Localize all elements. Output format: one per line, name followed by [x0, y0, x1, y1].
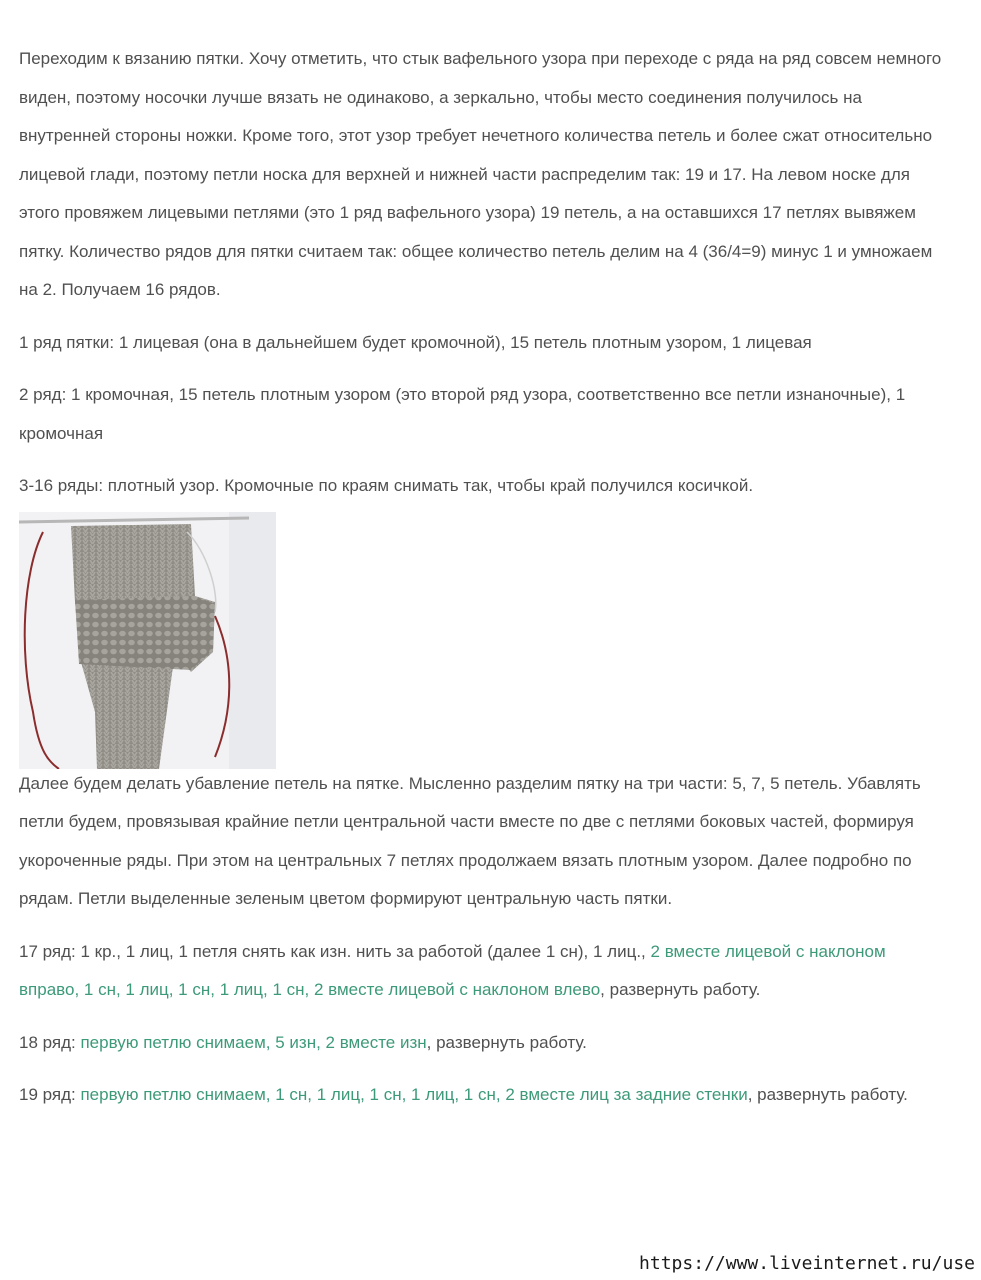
decrease-paragraph: Далее будем делать убавление петель на пятке. Мысленно разделим пятку на три части: 5, 7, 5 петель. Убавлять петли будем, провязывая крайние петли центральной части вместе по две с петлями боковых частей, формируя укороченные ряды. При этом на центральных 7 петлях продолжаем вязать плотным узором. Далее подробно по рядам. Петли выделенные зеленым цветом формируют центральную часть пятки.: [19, 773, 921, 908]
row-18-green: первую петлю снимаем, 5 изн, 2 вместе изн: [80, 1032, 427, 1052]
heel-row-18: [19, 1024, 949, 1063]
row-18-suffix: , развернуть работу.: [426, 1032, 587, 1052]
heel-row-1: 1 ряд пятки: 1 лицевая (она в дальнейшем будет кромочной), 15 петель плотным узором, 1 лицевая: [19, 332, 812, 352]
row-17-green: 2 вместе лицевой с наклоном вправо, 1 сн, 1 лиц, 1 сн, 1 лиц, 1 сн, 2 вместе лицевой с наклоном влево: [19, 941, 886, 999]
row-19-suffix: , развернуть работу.: [747, 1085, 908, 1104]
article-body: [19, 40, 949, 1115]
row-19-prefix: 19 ряд:: [19, 1085, 81, 1104]
heel-row-17: [19, 933, 949, 1010]
heel-row-2: 2 ряд: 1 кромочная, 15 петель плотным узором (это второй ряд узора, соответственно все петли изнаночные), 1 кромочная: [19, 385, 906, 443]
row-17-suffix: , развернуть работу.: [600, 980, 761, 999]
row-18-prefix: 18 ряд:: [19, 1032, 81, 1052]
source-url-watermark: https://www.liveinternet.ru/use: [639, 1253, 975, 1274]
row-17-prefix: 17 ряд: 1 кр., 1 лиц, 1 петля снять как изн. нить за работой (далее 1 сн), 1 лиц.,: [19, 941, 651, 961]
row-19-green: первую петлю снимаем, 1 сн, 1 лиц, 1 сн, 1 лиц, 1 сн, 2 вместе лиц за задние стенки: [80, 1085, 748, 1104]
heel-row-19: [19, 1076, 949, 1115]
intro-paragraph: Переходим к вязанию пятки. Хочу отметить, что стык вафельного узора при переходе с ряда на ряд совсем немного виден, поэтому носочки лучше вязать не одинаково, а зеркально, чтобы место соединения получилось на внутренней стороны ножки. Кроме того, этот узор требует нечетного количества петель и более сжат относительно лицевой глади, поэтому петли носка для верхней и нижней части распределим так: 19 и 17. На левом носке для этого провяжем лицевыми петлями (это 1 ряд вафельного узора) 19 петель, а на оставшихся 17 петлях вывяжем пятку. Количество рядов для пятки считаем так: общее количество петель делим на 4 (36/4=9) минус 1 и умножаем на 2. Получаем 16 рядов.: [19, 49, 942, 299]
knitting-heel-photo: [19, 512, 276, 769]
heel-rows-3-16: 3-16 ряды: плотный узор. Кромочные по краям снимать так, чтобы край получился косичкой.: [19, 476, 754, 495]
